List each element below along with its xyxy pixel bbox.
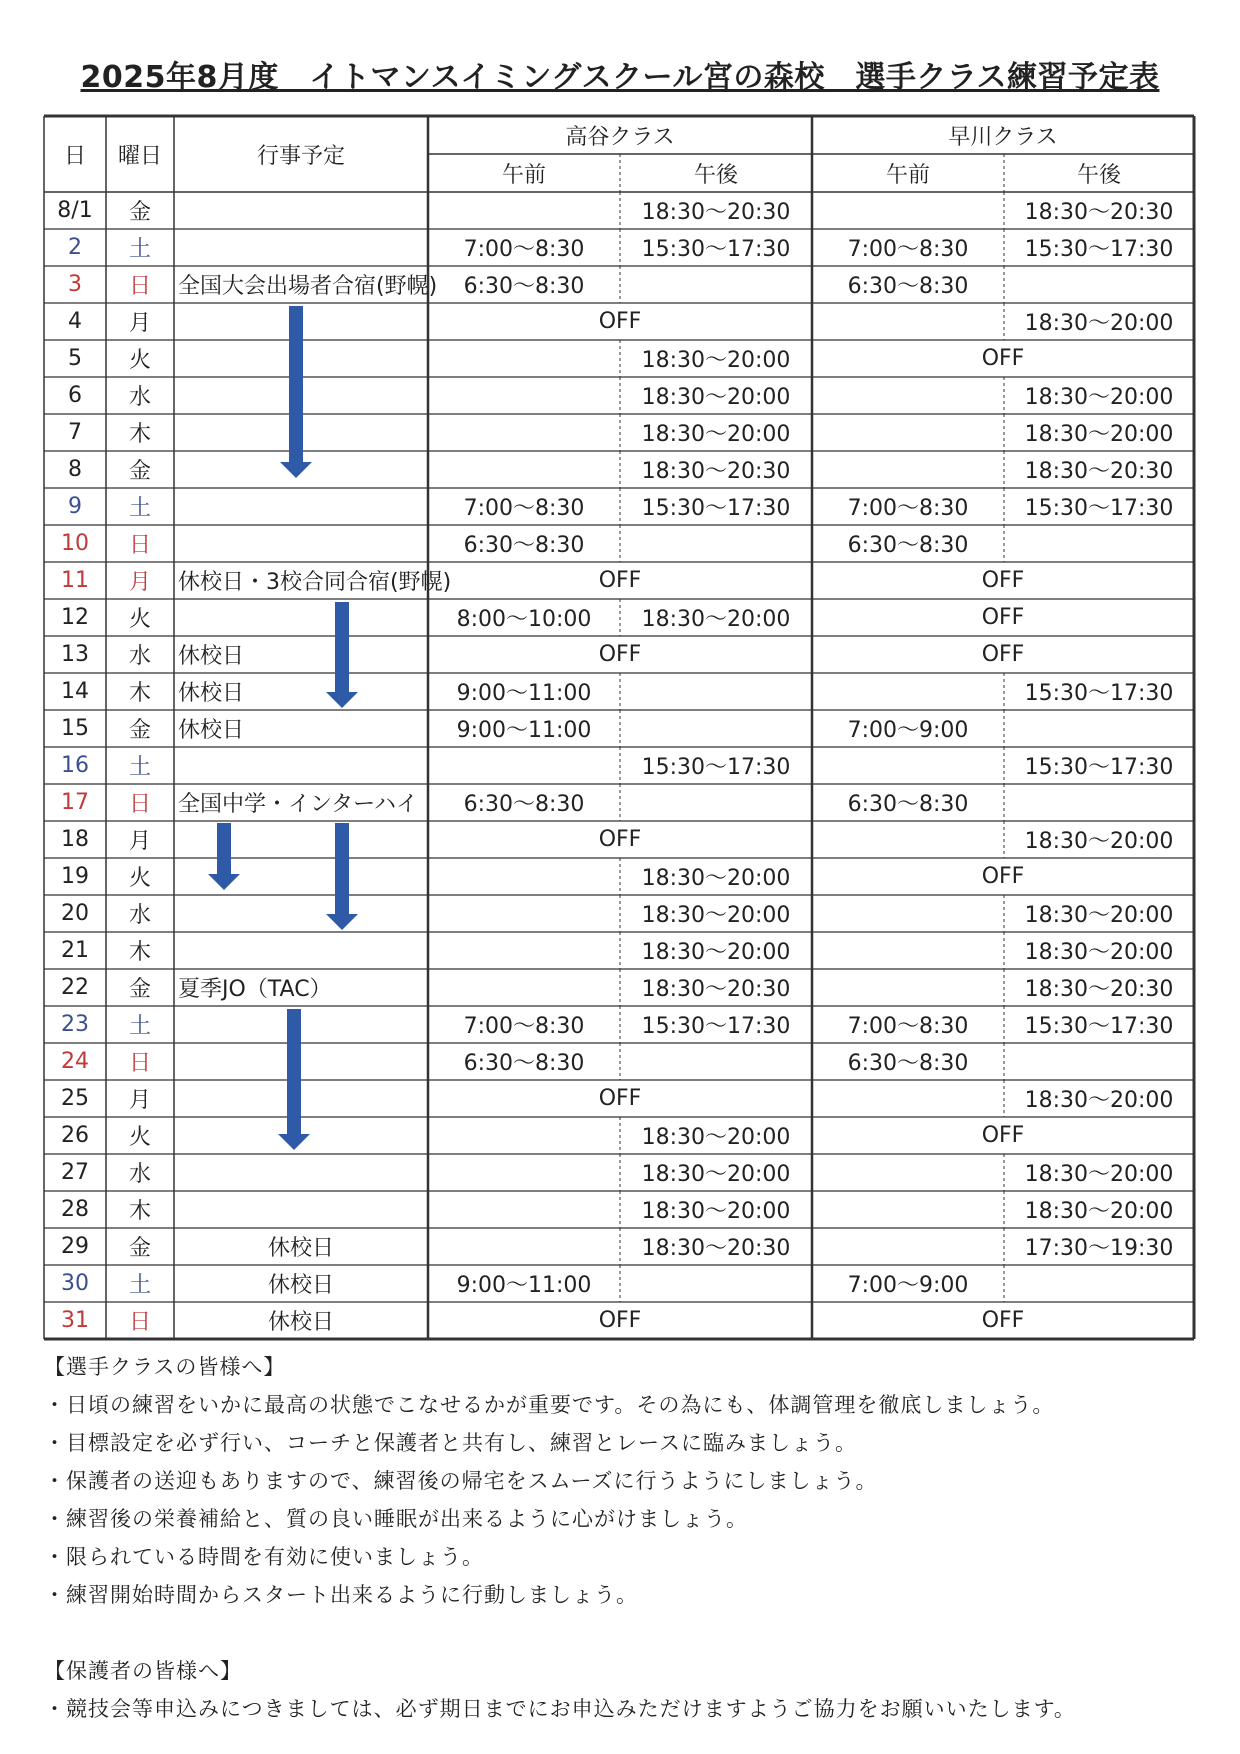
event-cell (174, 599, 428, 636)
takaya-am-cell (428, 858, 620, 895)
day-cell: 13 (61, 642, 89, 667)
event-cell (174, 747, 428, 784)
day-cell: 11 (61, 568, 89, 593)
takaya-am-cell (428, 895, 620, 932)
day-cell: 14 (61, 679, 89, 704)
hayakawa-pm-cell: 18:30〜20:00 (1024, 311, 1174, 336)
takaya-pm-cell: 18:30〜20:00 (641, 385, 791, 410)
hayakawa-pm-cell: 18:30〜20:00 (1024, 1199, 1174, 1224)
takaya-am-cell: 9:00〜11:00 (456, 1273, 592, 1298)
takaya-pm-cell (620, 673, 812, 710)
day-cell: 9 (68, 494, 82, 519)
event-cell (174, 414, 428, 451)
takaya-am-header: 午前 (501, 162, 546, 188)
hayakawa-pm-cell: 17:30〜19:30 (1024, 1236, 1174, 1261)
event-cell: 夏季JO（TAC） (178, 977, 332, 1002)
hayakawa-am-cell: 6:30〜8:30 (847, 792, 969, 817)
takaya-am-cell (428, 932, 620, 969)
takaya-off-cell: OFF (598, 642, 642, 667)
swimmers-note-item: ・保護者の送迎もありますので、練習後の帰宅をスムーズに行うようにしましょう。 (44, 1469, 878, 1493)
hayakawa-am-cell: 7:00〜9:00 (847, 1273, 969, 1298)
takaya-pm-cell (620, 1265, 812, 1302)
weekday-cell: 土 (128, 755, 151, 780)
takaya-pm-cell: 18:30〜20:30 (641, 200, 791, 225)
swimmers-note-item: ・練習開始時間からスタート出来るように行動しましょう。 (44, 1583, 638, 1607)
event-cell (174, 1080, 428, 1117)
weekday-cell: 日 (128, 274, 151, 299)
takaya-pm-cell: 18:30〜20:00 (641, 422, 791, 447)
weekday-cell: 土 (128, 237, 151, 262)
hayakawa-off-cell: OFF (981, 346, 1025, 371)
takaya-pm-cell: 18:30〜20:00 (641, 607, 791, 632)
weekday-cell: 火 (128, 1125, 151, 1150)
weekday-cell: 火 (128, 866, 151, 891)
takaya-am-cell (428, 1117, 620, 1154)
hayakawa-am-cell (812, 414, 1004, 451)
day-cell: 8/1 (57, 198, 93, 223)
takaya-pm-cell: 15:30〜17:30 (641, 237, 791, 262)
day-cell: 16 (61, 753, 89, 778)
hayakawa-am-cell (812, 1191, 1004, 1228)
takaya-am-cell: 6:30〜8:30 (463, 792, 585, 817)
hayakawa-off-cell: OFF (981, 605, 1025, 630)
hayakawa-pm-cell: 18:30〜20:00 (1024, 1162, 1174, 1187)
day-cell: 25 (61, 1086, 89, 1111)
takaya-am-cell (428, 414, 620, 451)
event-cell (174, 192, 428, 229)
event-cell (174, 303, 428, 340)
day-cell: 7 (68, 420, 82, 445)
hayakawa-am-cell (812, 303, 1004, 340)
guardians-notes-heading: 【保護者の皆様へ】 (44, 1659, 242, 1683)
event-cell (174, 1006, 428, 1043)
hayakawa-am-cell: 7:00〜8:30 (847, 237, 969, 262)
class-hayakawa-header: 早川クラス (948, 124, 1058, 150)
hayakawa-pm-cell: 18:30〜20:00 (1024, 385, 1174, 410)
day-cell: 21 (61, 938, 89, 963)
hayakawa-pm-cell: 15:30〜17:30 (1024, 1014, 1174, 1039)
takaya-pm-cell: 15:30〜17:30 (641, 755, 791, 780)
day-cell: 15 (61, 716, 89, 741)
event-cell (174, 858, 428, 895)
swimmers-note-item: ・日頃の練習をいかに最高の状態でこなせるかが重要です。その為にも、体調管理を徹底しましょう。 (44, 1393, 1055, 1417)
takaya-am-cell: 6:30〜8:30 (463, 533, 585, 558)
takaya-pm-cell: 18:30〜20:00 (641, 940, 791, 965)
hayakawa-am-cell (812, 969, 1004, 1006)
event-cell (174, 821, 428, 858)
day-cell: 8 (68, 457, 82, 482)
day-cell: 5 (68, 346, 82, 371)
weekday-cell: 金 (128, 200, 151, 225)
event-cell (174, 377, 428, 414)
hayakawa-pm-cell: 18:30〜20:30 (1024, 200, 1174, 225)
hayakawa-am-cell: 6:30〜8:30 (847, 274, 969, 299)
takaya-off-cell: OFF (598, 1086, 642, 1111)
event-cell (174, 488, 428, 525)
takaya-pm-cell: 18:30〜20:30 (641, 1236, 791, 1261)
day-cell: 24 (61, 1049, 89, 1074)
event-cell (174, 1117, 428, 1154)
weekday-header: 曜日 (117, 143, 162, 169)
swimmers-note-item: ・限られている時間を有効に使いましょう。 (44, 1545, 484, 1569)
takaya-am-cell (428, 340, 620, 377)
page-title: 2025年8月度 イトマンスイミングスクール宮の森校 選手クラス練習予定表 (80, 60, 1160, 95)
takaya-am-cell: 7:00〜8:30 (463, 1014, 585, 1039)
event-cell (174, 229, 428, 266)
hayakawa-pm-header: 午後 (1076, 162, 1121, 188)
takaya-am-cell: 6:30〜8:30 (463, 1051, 585, 1076)
swimmers-note-item: ・練習後の栄養補給と、質の良い睡眠が出来るように心がけましょう。 (44, 1507, 748, 1531)
hayakawa-am-cell (812, 377, 1004, 414)
event-cell: 休校日 (178, 644, 245, 669)
day-cell: 29 (61, 1234, 89, 1259)
hayakawa-off-cell: OFF (981, 864, 1025, 889)
event-cell: 全国中学・インターハイ (178, 792, 419, 817)
day-cell: 22 (61, 975, 89, 1000)
weekday-cell: 月 (128, 311, 151, 336)
takaya-pm-cell (620, 525, 812, 562)
hayakawa-off-cell: OFF (981, 642, 1025, 667)
weekday-cell: 金 (128, 718, 151, 743)
takaya-off-cell: OFF (598, 1308, 642, 1333)
event-cell (174, 1043, 428, 1080)
takaya-pm-cell: 18:30〜20:00 (641, 1199, 791, 1224)
takaya-pm-cell: 18:30〜20:00 (641, 1125, 791, 1150)
event-cell: 全国大会出場者合宿(野幌) (178, 274, 438, 299)
hayakawa-am-cell (812, 747, 1004, 784)
takaya-pm-cell (620, 266, 812, 303)
hayakawa-pm-cell: 18:30〜20:00 (1024, 940, 1174, 965)
takaya-pm-cell: 18:30〜20:30 (641, 459, 791, 484)
hayakawa-pm-cell: 15:30〜17:30 (1024, 755, 1174, 780)
guardians-note-item: ・競技会等申込みにつきましては、必ず期日までにお申込みただけますようご協力をお願いいたします。 (44, 1697, 1076, 1721)
takaya-pm-cell: 18:30〜20:00 (641, 866, 791, 891)
day-cell: 31 (61, 1308, 89, 1333)
event-cell: 休校日 (267, 1310, 334, 1335)
day-cell: 3 (68, 272, 82, 297)
takaya-off-cell: OFF (598, 568, 642, 593)
hayakawa-pm-cell (1004, 266, 1194, 303)
weekday-cell: 日 (128, 1051, 151, 1076)
takaya-pm-cell: 18:30〜20:00 (641, 348, 791, 373)
hayakawa-am-cell (812, 932, 1004, 969)
weekday-cell: 火 (128, 348, 151, 373)
hayakawa-pm-cell (1004, 1265, 1194, 1302)
hayakawa-pm-cell: 18:30〜20:00 (1024, 829, 1174, 854)
hayakawa-pm-cell: 15:30〜17:30 (1024, 496, 1174, 521)
weekday-cell: 月 (128, 829, 151, 854)
hayakawa-am-cell (812, 821, 1004, 858)
day-cell: 2 (68, 235, 82, 260)
hayakawa-am-cell: 7:00〜8:30 (847, 1014, 969, 1039)
swimmers-notes-heading: 【選手クラスの皆様へ】 (44, 1355, 286, 1379)
weekday-cell: 水 (128, 385, 151, 410)
hayakawa-am-cell (812, 192, 1004, 229)
weekday-cell: 土 (128, 1273, 151, 1298)
takaya-pm-cell (620, 710, 812, 747)
hayakawa-am-cell (812, 1080, 1004, 1117)
takaya-am-cell: 7:00〜8:30 (463, 496, 585, 521)
weekday-cell: 月 (128, 1088, 151, 1113)
day-cell: 20 (61, 901, 89, 926)
takaya-am-cell: 7:00〜8:30 (463, 237, 585, 262)
day-cell: 6 (68, 383, 82, 408)
event-cell: 休校日・3校合同合宿(野幌) (178, 570, 452, 595)
day-header: 日 (63, 143, 86, 169)
hayakawa-pm-cell (1004, 710, 1194, 747)
event-cell (174, 1191, 428, 1228)
weekday-cell: 金 (128, 459, 151, 484)
takaya-pm-cell: 18:30〜20:00 (641, 1162, 791, 1187)
takaya-am-cell (428, 747, 620, 784)
weekday-cell: 土 (128, 1014, 151, 1039)
hayakawa-pm-cell: 18:30〜20:30 (1024, 977, 1174, 1002)
hayakawa-am-cell: 7:00〜8:30 (847, 496, 969, 521)
weekday-cell: 日 (128, 533, 151, 558)
weekday-cell: 土 (128, 496, 151, 521)
hayakawa-pm-cell (1004, 525, 1194, 562)
takaya-am-cell: 8:00〜10:00 (456, 607, 592, 632)
hayakawa-pm-cell (1004, 1043, 1194, 1080)
hayakawa-pm-cell (1004, 784, 1194, 821)
hayakawa-pm-cell: 15:30〜17:30 (1024, 681, 1174, 706)
weekday-cell: 水 (128, 903, 151, 928)
day-cell: 17 (61, 790, 89, 815)
hayakawa-am-header: 午前 (885, 162, 930, 188)
weekday-cell: 日 (128, 792, 151, 817)
day-cell: 12 (61, 605, 89, 630)
hayakawa-off-cell: OFF (981, 1308, 1025, 1333)
event-cell (174, 1154, 428, 1191)
takaya-am-cell: 9:00〜11:00 (456, 718, 592, 743)
event-cell: 休校日 (178, 718, 245, 743)
hayakawa-am-cell: 6:30〜8:30 (847, 1051, 969, 1076)
day-cell: 28 (61, 1197, 89, 1222)
hayakawa-pm-cell: 18:30〜20:30 (1024, 459, 1174, 484)
takaya-am-cell (428, 1154, 620, 1191)
event-cell: 休校日 (267, 1236, 334, 1261)
day-cell: 10 (61, 531, 89, 556)
day-cell: 19 (61, 864, 89, 889)
event-cell (174, 525, 428, 562)
takaya-pm-cell: 18:30〜20:00 (641, 903, 791, 928)
day-cell: 26 (61, 1123, 89, 1148)
weekday-cell: 木 (128, 681, 151, 706)
takaya-am-cell: 6:30〜8:30 (463, 274, 585, 299)
takaya-pm-header: 午後 (693, 162, 738, 188)
takaya-off-cell: OFF (598, 309, 642, 334)
takaya-pm-cell (620, 1043, 812, 1080)
weekday-cell: 火 (128, 607, 151, 632)
takaya-am-cell (428, 1191, 620, 1228)
day-cell: 27 (61, 1160, 89, 1185)
weekday-cell: 金 (128, 1236, 151, 1261)
weekday-cell: 水 (128, 644, 151, 669)
takaya-am-cell: 9:00〜11:00 (456, 681, 592, 706)
event-cell (174, 895, 428, 932)
weekday-cell: 月 (128, 570, 151, 595)
hayakawa-pm-cell: 18:30〜20:00 (1024, 1088, 1174, 1113)
weekday-cell: 日 (128, 1310, 151, 1335)
day-cell: 30 (61, 1271, 89, 1296)
takaya-pm-cell: 15:30〜17:30 (641, 1014, 791, 1039)
hayakawa-am-cell: 6:30〜8:30 (847, 533, 969, 558)
class-takaya-header: 高谷クラス (565, 124, 675, 150)
day-cell: 23 (61, 1012, 89, 1037)
hayakawa-am-cell: 7:00〜9:00 (847, 718, 969, 743)
takaya-am-cell (428, 192, 620, 229)
hayakawa-am-cell (812, 673, 1004, 710)
hayakawa-off-cell: OFF (981, 1123, 1025, 1148)
event-cell (174, 932, 428, 969)
hayakawa-am-cell (812, 1154, 1004, 1191)
weekday-cell: 水 (128, 1162, 151, 1187)
weekday-cell: 金 (128, 977, 151, 1002)
hayakawa-am-cell (812, 451, 1004, 488)
takaya-pm-cell (620, 784, 812, 821)
takaya-pm-cell: 18:30〜20:30 (641, 977, 791, 1002)
takaya-pm-cell: 15:30〜17:30 (641, 496, 791, 521)
takaya-am-cell (428, 969, 620, 1006)
weekday-cell: 木 (128, 422, 151, 447)
weekday-cell: 木 (128, 1199, 151, 1224)
hayakawa-pm-cell: 18:30〜20:00 (1024, 422, 1174, 447)
hayakawa-pm-cell: 15:30〜17:30 (1024, 237, 1174, 262)
event-cell: 休校日 (267, 1273, 334, 1298)
hayakawa-am-cell (812, 1228, 1004, 1265)
takaya-am-cell (428, 1228, 620, 1265)
hayakawa-am-cell (812, 895, 1004, 932)
event-header: 行事予定 (256, 143, 345, 169)
takaya-am-cell (428, 451, 620, 488)
hayakawa-off-cell: OFF (981, 568, 1025, 593)
day-cell: 18 (61, 827, 89, 852)
swimmers-note-item: ・目標設定を必ず行い、コーチと保護者と共有し、練習とレースに臨みましょう。 (44, 1431, 857, 1455)
event-cell: 休校日 (178, 681, 245, 706)
takaya-am-cell (428, 377, 620, 414)
event-cell (174, 451, 428, 488)
hayakawa-pm-cell: 18:30〜20:00 (1024, 903, 1174, 928)
day-cell: 4 (68, 309, 82, 334)
event-cell (174, 340, 428, 377)
takaya-off-cell: OFF (598, 827, 642, 852)
weekday-cell: 木 (128, 940, 151, 965)
